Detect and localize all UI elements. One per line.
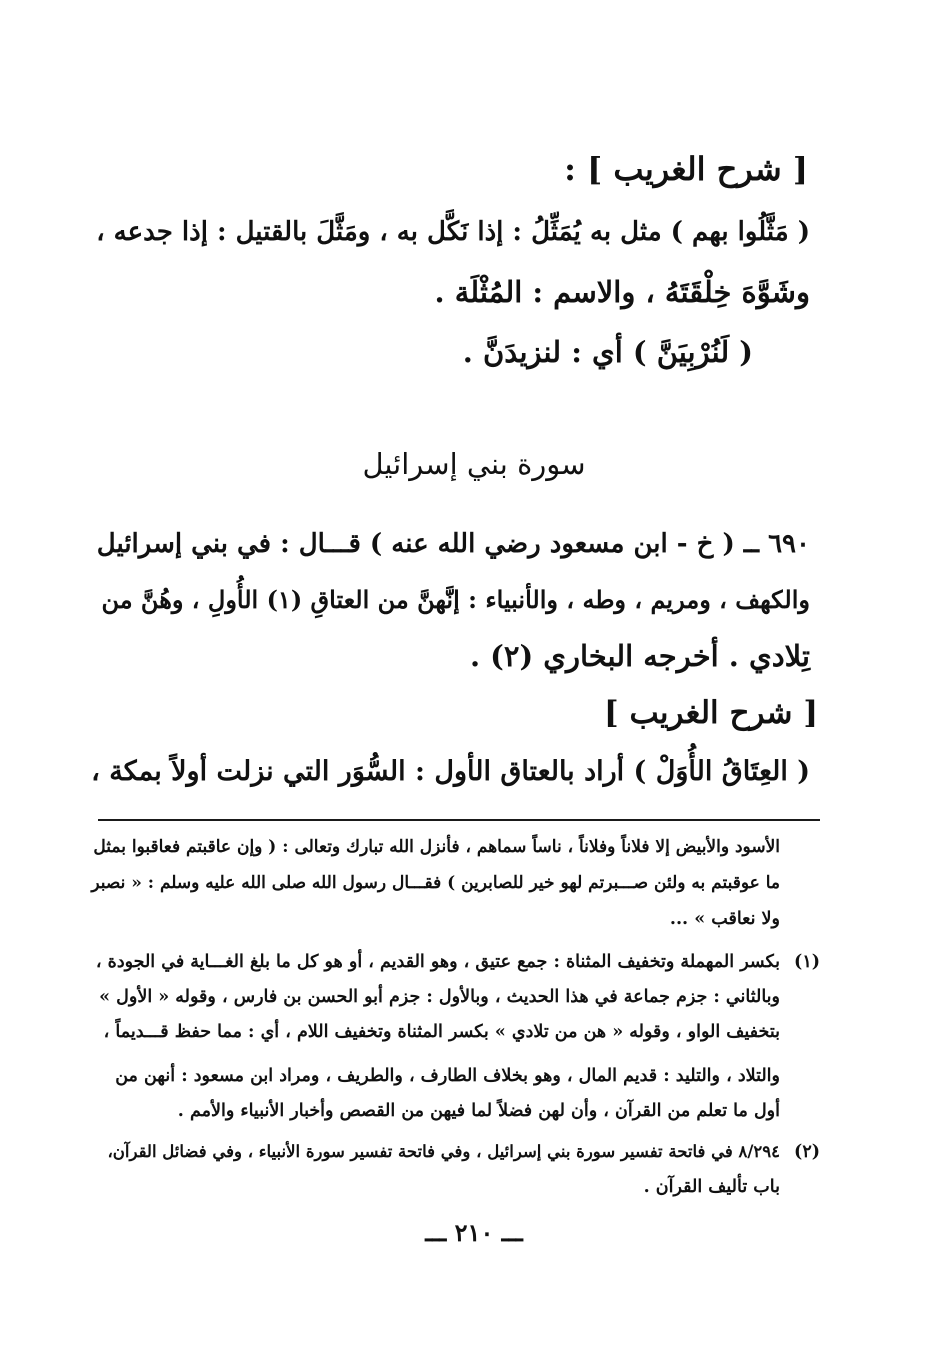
page-number: ـــ ٢١٠ ـــ xyxy=(425,1218,523,1247)
gharib-heading-1: [ شرح الغريب ] : xyxy=(564,150,808,188)
footnote-2-line-1: ٨/٢٩٤ في فاتحة تفسير سورة بني إسرائيل ، وفي فاتحة تفسير سورة الأنبياء ، وفي فضائل القرآن، xyxy=(107,1142,780,1161)
surah-title: سورة بني إسرائيل xyxy=(362,447,586,481)
footnote-continuation-line-1: الأسود والأبيض إلا فلاناً وفلاناً ، ناساً سماهم ، فأنزل الله تبارك وتعالى : ( وإن عاقبتم فعاقبوا بمثل xyxy=(93,837,780,857)
hadith-line-3: تِلادي . أخرجه البخاري (٢) . xyxy=(469,639,810,673)
footnote-continuation-line-3: ولا نعاقب » ... xyxy=(669,909,780,929)
footnote-1-line-5: أول ما تعلم من القرآن ، وأن لهن فضلاً لما فيهن من القصص وأخبار الأنبياء والأمم . xyxy=(177,1101,780,1121)
gharib-heading-2: [ شرح الغريب ] xyxy=(604,695,818,731)
gharib-1-line-1: ( مَثَّلُوا بهم ) مثل به يُمَثِّلُ : إذا نَكَّل به ، ومَثَّلَ بالقتيل : إذا جدعه ، xyxy=(96,217,810,247)
footnote-1-marker: (١) xyxy=(794,952,820,972)
gharib-1-line-3: ( لَنُرْبِيَنَّ ) أي : لنزيدَنَّ . xyxy=(462,335,753,369)
footnote-2-marker: (٢) xyxy=(794,1142,820,1162)
footnote-continuation-line-2: ما عوقبتم به ولئن صـــبرتم لهو خير للصابرين ) فقـــال رسول الله صلى الله عليه وسلم : « نصبر xyxy=(91,873,780,893)
footnote-1-line-3: بتخفيف الواو ، وقوله « هن من تلادي » بكسر المثناة وتخفيف اللام ، أي : مما حفظ قـــديماً ، xyxy=(103,1022,780,1042)
hadith-line-2: والكهف ، ومريم ، وطه ، والأنبياء : إنَّهنَّ من العتاقِ (١) الأُولِ ، وهُنَّ من xyxy=(101,585,810,614)
gharib-1-line-2: وشَوَّهَ خِلْقَتَهُ ، والاسم : المُثْلَة . xyxy=(434,275,810,309)
gharib-2-line-1: ( العِتَاقُ الأُوَلْ ) أراد بالعتاق الأول : السُّوَر التي نزلت أولاً بمكة ، xyxy=(91,756,810,787)
footnote-1-line-4: والتلاد ، والتليد : قديم المال ، وهو بخلاف الطارف ، والطريف ، ومراد ابن مسعود : أنهن من xyxy=(115,1066,780,1086)
footnote-1-line-2: وبالثاني : جزم جماعة في هذا الحديث ، وبالأول : جزم أبو الحسن بن فارس ، وقوله « الأول » xyxy=(99,987,780,1007)
footnote-separator xyxy=(98,819,820,821)
footnote-2-line-2: باب تأليف القرآن . xyxy=(643,1177,780,1197)
footnote-1-line-1: بكسر المهملة وتخفيف المثناة : جمع عتيق ، وهو القديم ، أو هو كل ما بلغ الغـــاية في الجودة ، xyxy=(95,952,780,972)
hadith-line-1: ٦٩٠ ــ ( خ - ابن مسعود رضي الله عنه ) قـــال : في بني إسرائيل xyxy=(96,529,810,559)
